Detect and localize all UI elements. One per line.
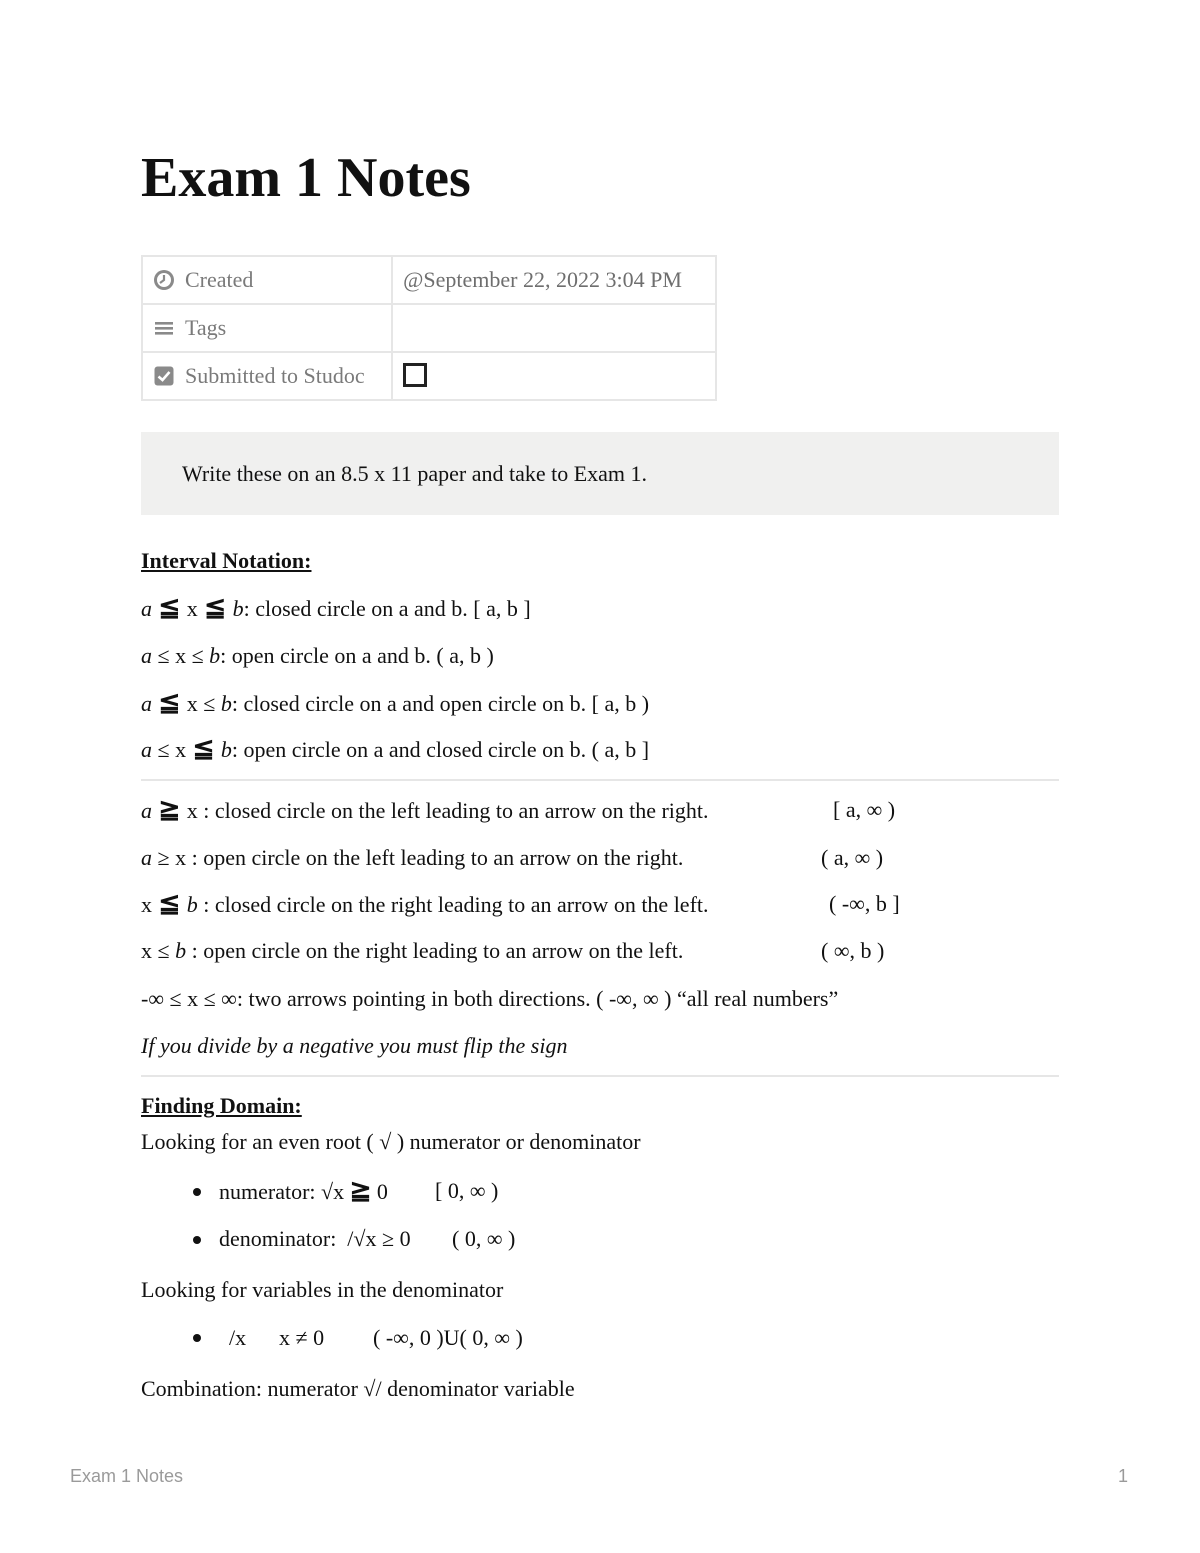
ray-interval: ( ∞, b ) <box>821 938 885 963</box>
property-row-tags <box>142 304 716 352</box>
numerator-interval: [ 0, ∞ ) <box>435 1178 499 1203</box>
ray-line: x ≤ b : open circle on the right leading to an arrow on the left. <box>141 938 684 963</box>
even-root-line: Looking for an even root ( √ ) numerator or denominator <box>141 1129 641 1154</box>
ray-line: a ≥ x : open circle on the left leading to an arrow on the right. <box>141 845 684 870</box>
property-label: Tags <box>185 315 227 340</box>
denominator-interval: ( 0, ∞ ) <box>452 1226 516 1251</box>
interval-line: a ≤ x ≦ b: open circle on a and closed circle on b. ( a, b ] <box>141 734 650 763</box>
page-number: 1 <box>1118 1466 1129 1486</box>
divider <box>141 779 1059 781</box>
ray-interval: [ a, ∞ ) <box>833 797 896 822</box>
variable-item: /x <box>229 1325 247 1350</box>
numerator-item: numerator: √x ≧ 0 <box>219 1176 388 1205</box>
property-row-created <box>142 256 716 304</box>
callout <box>141 432 1059 515</box>
callout-text: Write these on an 8.5 x 11 paper and take to Exam 1. <box>182 461 648 486</box>
tags-value[interactable] <box>392 304 716 352</box>
interval-line: a ≤ x ≤ b: open circle on a and b. ( a, b ) <box>141 643 494 668</box>
ray-line: a ≧ x : closed circle on the left leading to an arrow on the right. <box>141 795 709 824</box>
ray-interval: ( -∞, b ] <box>829 891 900 916</box>
all-reals-line: -∞ ≤ x ≤ ∞: two arrows pointing in both directions. ( -∞, ∞ ) “all real numbers” <box>141 986 839 1011</box>
bullet-dot <box>193 1188 201 1196</box>
interval-line: a ≦ x ≤ b: closed circle on a and open circle on b. [ a, b ) <box>141 688 650 717</box>
denominator-item: denominator: /√x ≥ 0 <box>219 1226 411 1251</box>
created-value[interactable]: @September 22, 2022 3:04 PM <box>392 256 716 304</box>
flip-sign-note: If you divide by a negative you must flip the sign <box>141 1033 568 1058</box>
clock-icon <box>153 269 175 291</box>
submitted-checkbox[interactable] <box>403 363 427 387</box>
bullet-dot <box>193 1236 201 1244</box>
variables-line: Looking for variables in the denominator <box>141 1277 504 1302</box>
domain-heading: Finding Domain: <box>141 1093 302 1118</box>
variable-condition: x ≠ 0 <box>279 1325 325 1350</box>
interval-heading: Interval Notation: <box>141 548 312 573</box>
combination-line: Combination: numerator √/ denominator variable <box>141 1376 575 1401</box>
ray-interval: ( a, ∞ ) <box>821 845 884 870</box>
property-row-submitted <box>142 352 716 400</box>
properties-table <box>141 255 717 401</box>
property-label: Submitted to Studoc <box>185 363 365 388</box>
checkbox-icon <box>153 365 175 387</box>
interval-line: a ≦ x ≦ b: closed circle on a and b. [ a, b ] <box>141 593 531 622</box>
ray-line: x ≦ b : closed circle on the right leading to an arrow on the left. <box>141 889 709 918</box>
variable-interval: ( -∞, 0 )U( 0, ∞ ) <box>373 1325 523 1350</box>
page-title: Exam 1 Notes <box>141 147 471 209</box>
divider <box>141 1075 1059 1077</box>
bullet-dot <box>193 1334 201 1342</box>
list-icon <box>153 317 175 339</box>
property-label: Created <box>185 267 254 292</box>
footer-title: Exam 1 Notes <box>70 1466 184 1486</box>
